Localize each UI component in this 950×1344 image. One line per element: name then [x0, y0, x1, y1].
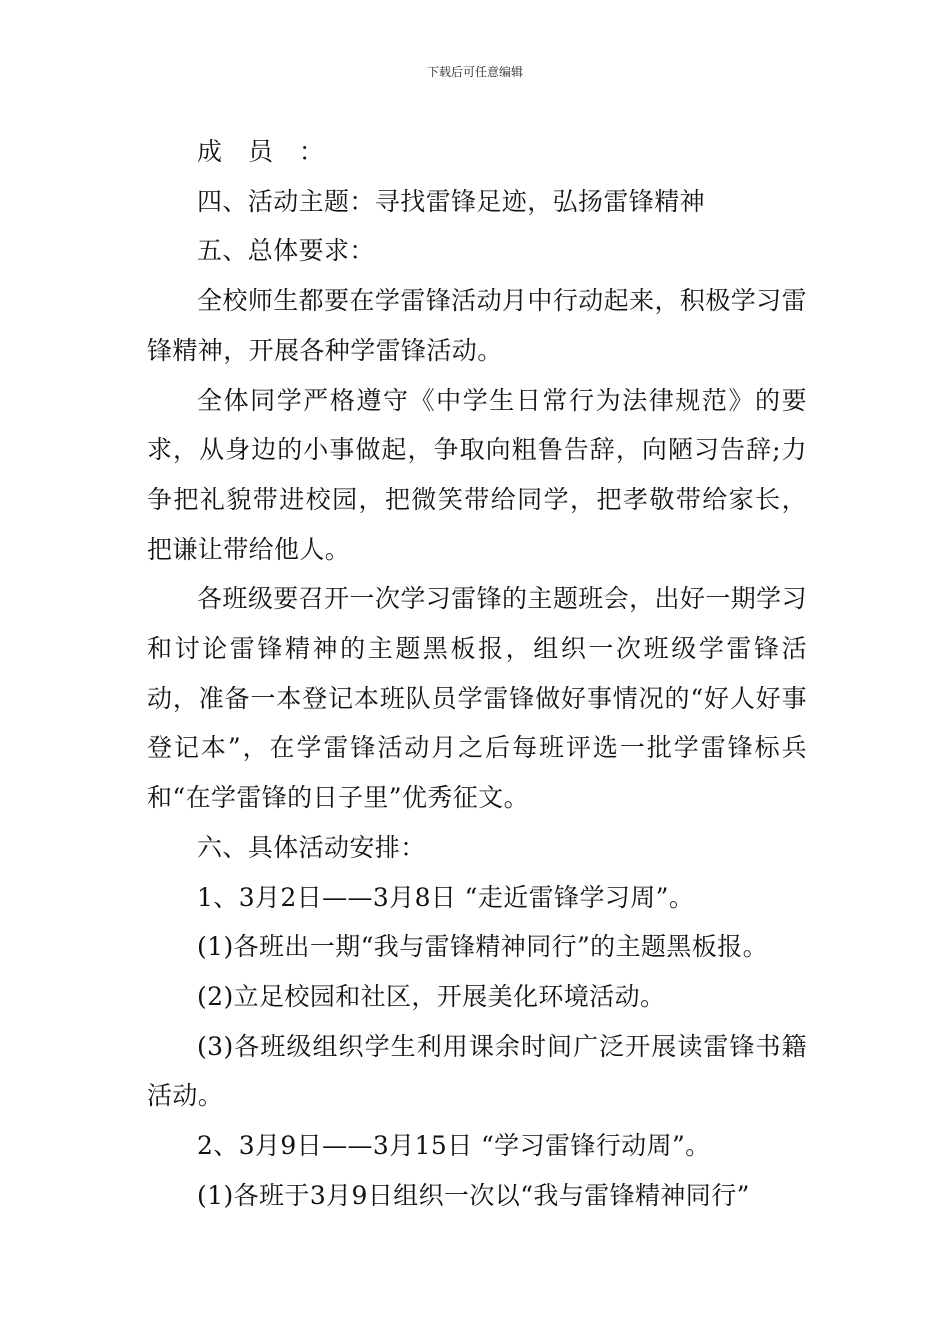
paragraph-all-school: 全校师生都要在学雷锋活动月中行动起来，积极学习雷锋精神，开展各种学雷锋活动。	[147, 286, 807, 365]
paragraph-week-one-item-3: (3)各班级组织学生利用课余时间广泛开展读雷锋书籍活动。	[147, 1031, 807, 1111]
page-header-note: 下载后可任意编辑	[426, 65, 523, 79]
paragraph-general-requirements-heading: 五、总体要求：	[197, 236, 375, 266]
paragraph-class-requirements: 各班级要召开一次学习雷锋的主题班会，出好一期学习和讨论雷锋精神的主题黑板报，组织一次班级学雷锋活动，准备一本登记本班队员学雷锋做好事情况的“好人好事登记本”，在学雷锋活动月之后每班评选一批学雷锋标兵和“在学雷锋的日子里”优秀征文。	[147, 584, 807, 813]
paragraph-members: 成 员 ：	[197, 137, 333, 166]
paragraph-week-two-item-1: (1)各班于3月9日组织一次以“我与雷锋精神同行”	[197, 1180, 750, 1210]
paragraph-week-one-item-1: (1)各班出一期“我与雷锋精神同行”的主题黑板报。	[197, 932, 768, 962]
paragraph-schedule-heading: 六、具体活动安排：	[197, 832, 426, 862]
paragraph-week-one: 1、3月2日——3月8日 “走近雷锋学习周”。	[197, 882, 695, 912]
paragraph-activity-theme: 四、活动主题：寻找雷锋足迹，弘扬雷锋精神	[197, 186, 706, 216]
paragraph-week-two: 2、3月9日——3月15日 “学习雷锋行动周”。	[197, 1131, 711, 1161]
paragraph-week-one-item-2: (2)立足校园和社区，开展美化环境活动。	[197, 981, 666, 1011]
document-body	[147, 127, 807, 1220]
paragraph-student-conduct: 全体同学严格遵守《中学生日常行为法律规范》的要求，从身边的小事做起，争取向粗鲁告辞，向陋习告辞;力争把礼貌带进校园，把微笑带给同学，把孝敬带给家长，把谦让带给他人。	[147, 385, 807, 564]
